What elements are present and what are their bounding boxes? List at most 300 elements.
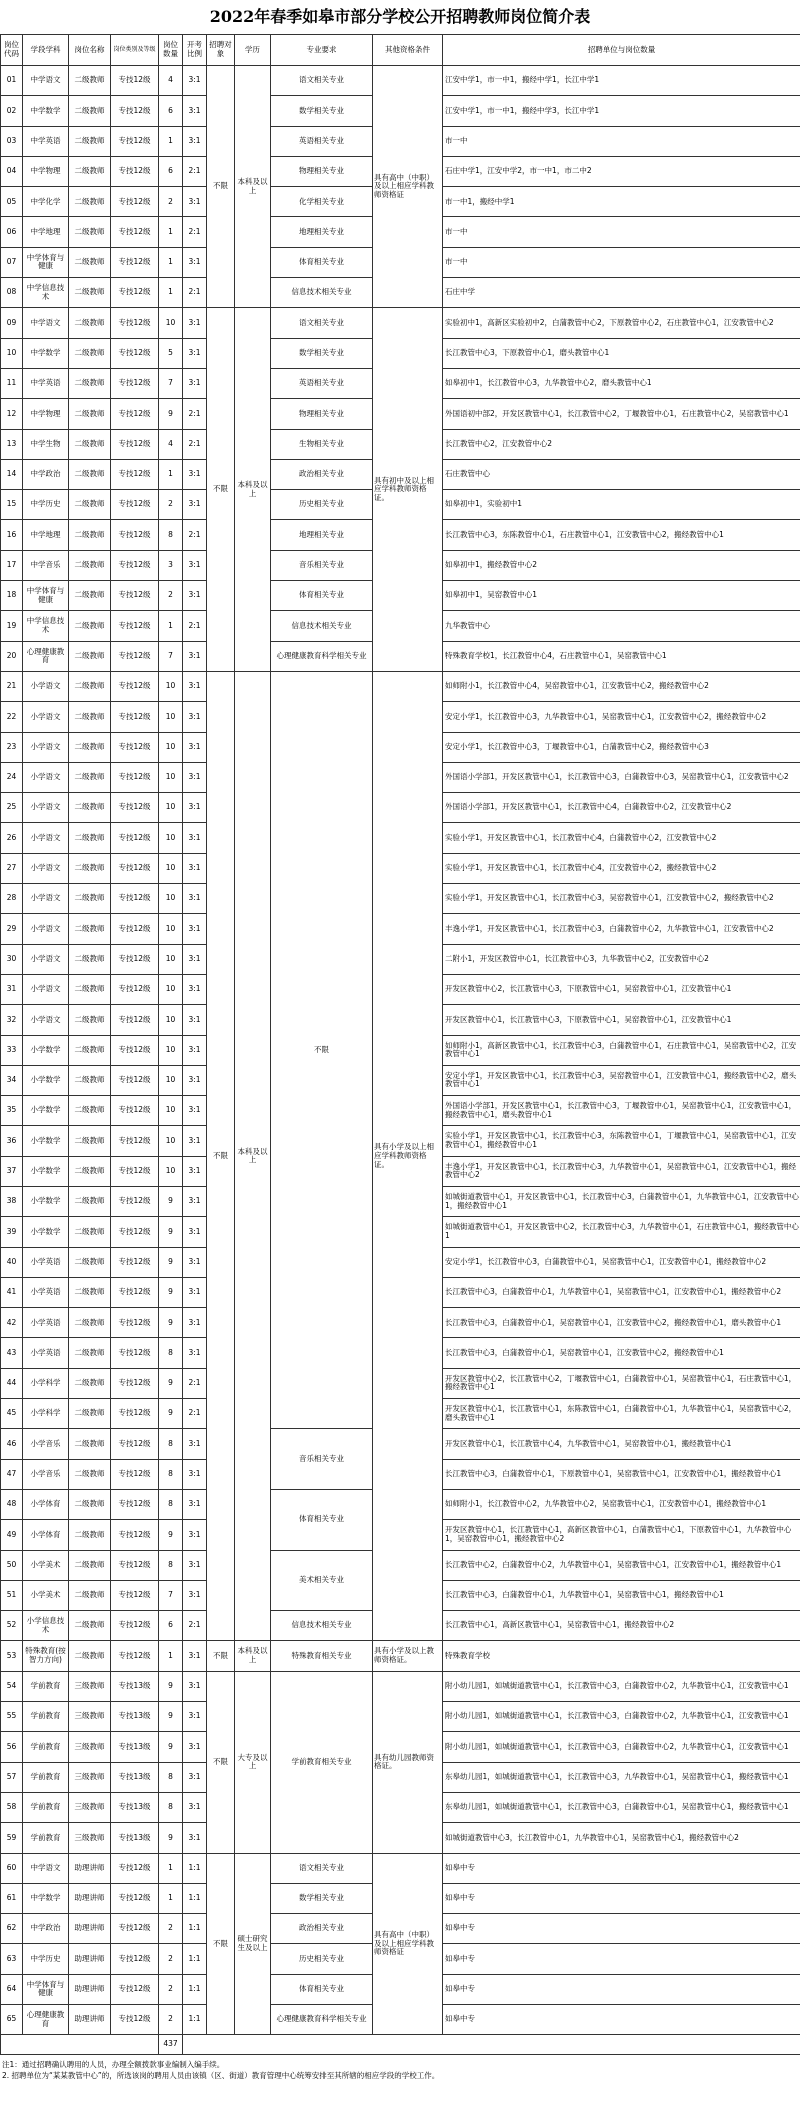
- position-grade-cell: 专技12级: [111, 126, 159, 156]
- exam-ratio-cell: 3:1: [183, 823, 207, 853]
- position-name-cell: 二级教师: [69, 914, 111, 944]
- position-count-cell: 1: [159, 1853, 183, 1883]
- table-row: [1, 671, 800, 701]
- units-cell: 实验小学1，开发区教管中心1，长江教管中心3，吴窑教管中心1，江安教管中心2，搬经教管中心2: [443, 884, 800, 914]
- position-grade-cell: 专技12级: [111, 1277, 159, 1307]
- qualification-cell: 具有高中（中职）及以上相应学科教师资格证: [373, 66, 443, 308]
- exam-ratio-cell: 3:1: [183, 914, 207, 944]
- position-count-cell: 6: [159, 156, 183, 186]
- position-name-cell: 二级教师: [69, 1156, 111, 1186]
- units-cell: 如师附小1，长江教管中心4，吴窑教管中心1，江安教管中心2，搬经教管中心2: [443, 671, 800, 701]
- units-cell: 实验小学1，开发区教管中心1，长江教管中心4，白蒲教管中心2，江安教管中心2: [443, 823, 800, 853]
- subject-cell: 小学英语: [23, 1247, 69, 1277]
- position-count-cell: 8: [159, 1338, 183, 1368]
- position-count-cell: 9: [159, 1520, 183, 1550]
- position-grade-cell: 专技12级: [111, 823, 159, 853]
- position-code-cell: 18: [1, 581, 23, 611]
- units-cell: 石庄中学: [443, 278, 800, 308]
- recruit-target-cell: 不限: [207, 671, 235, 1641]
- units-cell: 石庄中学1，江安中学2，市一中1，市二中2: [443, 156, 800, 186]
- position-name-cell: 二级教师: [69, 247, 111, 277]
- major-requirement-cell: 语文相关专业: [271, 1853, 373, 1883]
- position-name-cell: 三级教师: [69, 1671, 111, 1701]
- position-name-cell: 二级教师: [69, 793, 111, 823]
- position-name-cell: 二级教师: [69, 429, 111, 459]
- position-name-cell: 二级教师: [69, 974, 111, 1004]
- position-name-cell: 二级教师: [69, 581, 111, 611]
- position-name-cell: 助理讲师: [69, 2005, 111, 2035]
- position-grade-cell: 专技12级: [111, 1126, 159, 1156]
- exam-ratio-cell: 3:1: [183, 308, 207, 338]
- recruit-target-cell: 不限: [207, 1641, 235, 1671]
- major-requirement-cell: 体育相关专业: [271, 1974, 373, 2004]
- position-code-cell: 59: [1, 1823, 23, 1853]
- units-cell: 石庄教管中心: [443, 459, 800, 489]
- position-code-cell: 17: [1, 550, 23, 580]
- position-code-cell: 11: [1, 368, 23, 398]
- position-code-cell: 34: [1, 1065, 23, 1095]
- position-name-cell: 二级教师: [69, 338, 111, 368]
- header-cell: 招聘对象: [207, 35, 235, 66]
- position-name-cell: 三级教师: [69, 1823, 111, 1853]
- units-cell: 长江教管中心3，下原教管中心1，磨头教管中心1: [443, 338, 800, 368]
- exam-ratio-cell: 2:1: [183, 1399, 207, 1429]
- exam-ratio-cell: 3:1: [183, 671, 207, 701]
- position-name-cell: 二级教师: [69, 762, 111, 792]
- position-code-cell: 29: [1, 914, 23, 944]
- position-grade-cell: 专技12级: [111, 1429, 159, 1459]
- position-name-cell: 三级教师: [69, 1732, 111, 1762]
- exam-ratio-cell: 3:1: [183, 884, 207, 914]
- position-count-cell: 10: [159, 1065, 183, 1095]
- position-count-cell: 9: [159, 1247, 183, 1277]
- subject-cell: 中学地理: [23, 520, 69, 550]
- units-cell: 东皋幼儿园1，如城街道教管中心1，长江教管中心3，白蒲教管中心1，吴窑教管中心1，搬经教管中心1: [443, 1792, 800, 1822]
- position-grade-cell: 专技12级: [111, 611, 159, 641]
- position-count-cell: 8: [159, 1459, 183, 1489]
- subject-cell: 特殊教育(按智力方向): [23, 1641, 69, 1671]
- header-cell: 学历: [235, 35, 271, 66]
- position-code-cell: 52: [1, 1611, 23, 1641]
- position-count-cell: 4: [159, 429, 183, 459]
- header-cell: 学段学科: [23, 35, 69, 66]
- units-cell: 长江教管中心3，东陈教管中心1，石庄教管中心1，江安教管中心2，搬经教管中心1: [443, 520, 800, 550]
- position-code-cell: 06: [1, 217, 23, 247]
- subject-cell: 小学数学: [23, 1096, 69, 1126]
- units-cell: 安定小学1，开发区教管中心1，长江教管中心3，吴窑教管中心1，江安教管中心1，搬经教管中心2，磨头教管中心1: [443, 1065, 800, 1095]
- major-requirement-cell: 历史相关专业: [271, 490, 373, 520]
- units-cell: 开发区教管中心2，长江教管中心3，下原教管中心1，吴窑教管中心1，江安教管中心1: [443, 974, 800, 1004]
- position-code-cell: 27: [1, 853, 23, 883]
- note-1: 注1：通过招聘确认聘用的人员，办理全额拨款事业编制入编手续。: [2, 2060, 225, 2070]
- units-cell: 实验小学1，开发区教管中心1，长江教管中心4，江安教管中心2，搬经教管中心2: [443, 853, 800, 883]
- exam-ratio-cell: 3:1: [183, 368, 207, 398]
- exam-ratio-cell: 3:1: [183, 1792, 207, 1822]
- position-code-cell: 58: [1, 1792, 23, 1822]
- subject-cell: 中学语文: [23, 66, 69, 96]
- position-count-cell: 9: [159, 1732, 183, 1762]
- table-body: [1, 66, 800, 2035]
- exam-ratio-cell: 3:1: [183, 1156, 207, 1186]
- position-count-cell: 1: [159, 459, 183, 489]
- position-code-cell: 31: [1, 974, 23, 1004]
- major-requirement-cell: 数学相关专业: [271, 1883, 373, 1913]
- units-cell: 附小幼儿园1，如城街道教管中心1，长江教管中心3，白蒲教管中心2，九华教管中心1，江安教管中心1: [443, 1732, 800, 1762]
- position-code-cell: 43: [1, 1338, 23, 1368]
- position-name-cell: 二级教师: [69, 1641, 111, 1671]
- position-name-cell: 二级教师: [69, 1338, 111, 1368]
- subject-cell: 心理健康教育: [23, 641, 69, 671]
- position-name-cell: 二级教师: [69, 399, 111, 429]
- position-grade-cell: 专技12级: [111, 247, 159, 277]
- header-cell: 开考比例: [183, 35, 207, 66]
- position-code-cell: 61: [1, 1883, 23, 1913]
- position-code-cell: 12: [1, 399, 23, 429]
- position-grade-cell: 专技12级: [111, 641, 159, 671]
- exam-ratio-cell: 2:1: [183, 156, 207, 186]
- position-name-cell: 助理讲师: [69, 1853, 111, 1883]
- exam-ratio-cell: 3:1: [183, 66, 207, 96]
- exam-ratio-cell: 3:1: [183, 1308, 207, 1338]
- table-row: [1, 1853, 800, 1883]
- position-code-cell: 05: [1, 187, 23, 217]
- position-name-cell: 助理讲师: [69, 1883, 111, 1913]
- exam-ratio-cell: 3:1: [183, 1671, 207, 1701]
- position-count-cell: 10: [159, 732, 183, 762]
- subject-cell: 小学美术: [23, 1550, 69, 1580]
- units-cell: 开发区教管中心1，长江教管中心1，高新区教管中心1，白蒲教管中心1，下原教管中心1，九华教管中心1，吴窑教管中心1，搬经教管中心2: [443, 1520, 800, 1550]
- units-cell: 如师附小1，高新区教管中心1，长江教管中心3，白蒲教管中心1，石庄教管中心1，吴窑教管中心2，江安教管中心1: [443, 1035, 800, 1065]
- major-requirement-cell: 音乐相关专业: [271, 1429, 373, 1490]
- exam-ratio-cell: 3:1: [183, 853, 207, 883]
- position-code-cell: 30: [1, 944, 23, 974]
- position-name-cell: 二级教师: [69, 490, 111, 520]
- position-grade-cell: 专技12级: [111, 1035, 159, 1065]
- units-cell: 如皋中专: [443, 2005, 800, 2035]
- exam-ratio-cell: 3:1: [183, 762, 207, 792]
- major-requirement-cell: 信息技术相关专业: [271, 1611, 373, 1641]
- units-cell: 如皋初中1，实验初中1: [443, 490, 800, 520]
- position-name-cell: 助理讲师: [69, 1914, 111, 1944]
- position-grade-cell: 专技12级: [111, 1005, 159, 1035]
- position-name-cell: 二级教师: [69, 884, 111, 914]
- units-cell: 江安中学1，市一中1，搬经中学1，长江中学1: [443, 66, 800, 96]
- position-name-cell: 二级教师: [69, 1065, 111, 1095]
- position-grade-cell: 专技12级: [111, 1883, 159, 1913]
- subject-cell: 小学科学: [23, 1368, 69, 1398]
- units-cell: 开发区教管中心1，长江教管中心3，下原教管中心1，吴窑教管中心1，江安教管中心1: [443, 1005, 800, 1035]
- position-code-cell: 65: [1, 2005, 23, 2035]
- position-code-cell: 39: [1, 1217, 23, 1247]
- position-code-cell: 32: [1, 1005, 23, 1035]
- exam-ratio-cell: 2:1: [183, 520, 207, 550]
- units-cell: 附小幼儿园1，如城街道教管中心1，长江教管中心3，白蒲教管中心2，九华教管中心1，江安教管中心1: [443, 1671, 800, 1701]
- subject-cell: 中学生物: [23, 429, 69, 459]
- subject-cell: 小学音乐: [23, 1429, 69, 1459]
- position-count-cell: 10: [159, 1035, 183, 1065]
- qualification-cell: 具有小学及以上教师资格证。: [373, 1641, 443, 1671]
- position-grade-cell: 专技12级: [111, 1580, 159, 1610]
- qualification-cell: 具有小学及以上相应学科教师资格证。: [373, 671, 443, 1641]
- exam-ratio-cell: 2:1: [183, 278, 207, 308]
- position-grade-cell: 专技12级: [111, 853, 159, 883]
- position-count-cell: 10: [159, 884, 183, 914]
- position-grade-cell: 专技12级: [111, 368, 159, 398]
- exam-ratio-cell: 2:1: [183, 429, 207, 459]
- major-requirement-cell: 生物相关专业: [271, 429, 373, 459]
- position-count-cell: 10: [159, 1126, 183, 1156]
- position-code-cell: 35: [1, 1096, 23, 1126]
- position-grade-cell: 专技12级: [111, 1368, 159, 1398]
- exam-ratio-cell: 2:1: [183, 1611, 207, 1641]
- subject-cell: 小学英语: [23, 1338, 69, 1368]
- subject-cell: 小学语文: [23, 702, 69, 732]
- exam-ratio-cell: 3:1: [183, 1035, 207, 1065]
- page-title: 2022年春季如皋市部分学校公开招聘教师岗位简介表: [209, 7, 591, 26]
- subject-cell: 小学信息技术: [23, 1611, 69, 1641]
- exam-ratio-cell: 1:1: [183, 1853, 207, 1883]
- position-count-cell: 1: [159, 1641, 183, 1671]
- exam-ratio-cell: 3:1: [183, 1429, 207, 1459]
- position-name-cell: 二级教师: [69, 126, 111, 156]
- subject-cell: 小学数学: [23, 1156, 69, 1186]
- units-cell: 长江教管中心1，高新区教管中心1，吴窑教管中心1，搬经教管中心2: [443, 1611, 800, 1641]
- subject-cell: 小学数学: [23, 1186, 69, 1216]
- position-count-cell: 4: [159, 66, 183, 96]
- position-code-cell: 22: [1, 702, 23, 732]
- major-requirement-cell: 体育相关专业: [271, 581, 373, 611]
- major-requirement-cell: 政治相关专业: [271, 1914, 373, 1944]
- major-requirement-cell: 心理健康教育科学相关专业: [271, 2005, 373, 2035]
- position-name-cell: 二级教师: [69, 1489, 111, 1519]
- units-cell: 安定小学1，长江教管中心3，九华教管中心1，吴窑教管中心1，江安教管中心2，搬经教管中心2: [443, 702, 800, 732]
- exam-ratio-cell: 3:1: [183, 1732, 207, 1762]
- position-name-cell: 二级教师: [69, 308, 111, 338]
- major-requirement-cell: 信息技术相关专业: [271, 278, 373, 308]
- total-blank: [183, 2035, 800, 2055]
- units-cell: 实验初中1，高新区实验初中2，白蒲教管中心2，下原教管中心2，石庄教管中心1，江安教管中心2: [443, 308, 800, 338]
- position-code-cell: 60: [1, 1853, 23, 1883]
- position-name-cell: 二级教师: [69, 1186, 111, 1216]
- exam-ratio-cell: 3:1: [183, 1489, 207, 1519]
- exam-ratio-cell: 3:1: [183, 1186, 207, 1216]
- units-cell: 长江教管中心3，白蒲教管中心1，九华教管中心1，吴窑教管中心1，江安教管中心1，搬经教管中心2: [443, 1277, 800, 1307]
- note-2: 2. 招聘单位为“某某教管中心”的，所选该岗的聘用人员由该镇（区、街道）教育管理中心统筹安排至其所辖的相应学段的学校工作。: [2, 2071, 440, 2081]
- position-count-cell: 9: [159, 1671, 183, 1701]
- units-cell: 如师附小1，长江教管中心2，九华教管中心2，吴窑教管中心1，江安教管中心1，搬经教管中心1: [443, 1489, 800, 1519]
- education-cell: 硕士研究生及以上: [235, 1853, 271, 2035]
- subject-cell: 小学语文: [23, 671, 69, 701]
- header-cell: 岗位代码: [1, 35, 23, 66]
- exam-ratio-cell: 3:1: [183, 1217, 207, 1247]
- units-cell: 市一中: [443, 247, 800, 277]
- position-grade-cell: 专技12级: [111, 1520, 159, 1550]
- subject-cell: 中学化学: [23, 187, 69, 217]
- position-code-cell: 49: [1, 1520, 23, 1550]
- education-cell: 大专及以上: [235, 1671, 271, 1853]
- exam-ratio-cell: 3:1: [183, 247, 207, 277]
- position-code-cell: 16: [1, 520, 23, 550]
- position-count-cell: 1: [159, 247, 183, 277]
- position-grade-cell: 专技12级: [111, 1550, 159, 1580]
- subject-cell: 中学历史: [23, 1944, 69, 1974]
- position-count-cell: 1: [159, 126, 183, 156]
- position-count-cell: 10: [159, 1156, 183, 1186]
- subject-cell: 中学地理: [23, 217, 69, 247]
- position-grade-cell: 专技12级: [111, 1217, 159, 1247]
- header-cell: 专业要求: [271, 35, 373, 66]
- units-cell: 东皋幼儿园1，如城街道教管中心1，长江教管中心3，九华教管中心1，吴窑教管中心1，搬经教管中心1: [443, 1762, 800, 1792]
- position-code-cell: 41: [1, 1277, 23, 1307]
- units-cell: 九华教管中心: [443, 611, 800, 641]
- position-code-cell: 09: [1, 308, 23, 338]
- header-cell: 其他资格条件: [373, 35, 443, 66]
- subject-cell: 小学数学: [23, 1065, 69, 1095]
- exam-ratio-cell: 3:1: [183, 187, 207, 217]
- position-grade-cell: 专技12级: [111, 762, 159, 792]
- position-grade-cell: 专技12级: [111, 581, 159, 611]
- qualification-cell: 具有幼儿园教师资格证。: [373, 1671, 443, 1853]
- position-count-cell: 9: [159, 1368, 183, 1398]
- position-code-cell: 14: [1, 459, 23, 489]
- header-cell: 岗位数量: [159, 35, 183, 66]
- exam-ratio-cell: 1:1: [183, 1883, 207, 1913]
- subject-cell: 学前教育: [23, 1792, 69, 1822]
- subject-cell: 中学政治: [23, 459, 69, 489]
- exam-ratio-cell: 3:1: [183, 1065, 207, 1095]
- subject-cell: 中学数学: [23, 1883, 69, 1913]
- exam-ratio-cell: 3:1: [183, 702, 207, 732]
- position-count-cell: 10: [159, 1005, 183, 1035]
- position-count-cell: 8: [159, 1429, 183, 1459]
- position-count-cell: 2: [159, 187, 183, 217]
- position-grade-cell: 专技12级: [111, 671, 159, 701]
- exam-ratio-cell: 2:1: [183, 611, 207, 641]
- education-cell: 本科及以上: [235, 66, 271, 308]
- subject-cell: 中学历史: [23, 490, 69, 520]
- exam-ratio-cell: 1:1: [183, 1944, 207, 1974]
- position-count-cell: 10: [159, 793, 183, 823]
- subject-cell: 中学信息技术: [23, 611, 69, 641]
- position-count-cell: 9: [159, 1399, 183, 1429]
- units-cell: 市一中: [443, 126, 800, 156]
- major-requirement-cell: 语文相关专业: [271, 66, 373, 96]
- subject-cell: 小学体育: [23, 1520, 69, 1550]
- position-name-cell: 二级教师: [69, 1520, 111, 1550]
- position-grade-cell: 专技13级: [111, 1762, 159, 1792]
- exam-ratio-cell: 3:1: [183, 1641, 207, 1671]
- position-count-cell: 9: [159, 1308, 183, 1338]
- exam-ratio-cell: 2:1: [183, 217, 207, 247]
- position-count-cell: 10: [159, 914, 183, 944]
- position-count-cell: 5: [159, 338, 183, 368]
- position-count-cell: 2: [159, 2005, 183, 2035]
- position-code-cell: 36: [1, 1126, 23, 1156]
- position-code-cell: 44: [1, 1368, 23, 1398]
- position-name-cell: 二级教师: [69, 1308, 111, 1338]
- major-requirement-cell: 心理健康教育科学相关专业: [271, 641, 373, 671]
- position-count-cell: 9: [159, 1277, 183, 1307]
- subject-cell: 小学科学: [23, 1399, 69, 1429]
- position-count-cell: 7: [159, 368, 183, 398]
- subject-cell: 小学语文: [23, 793, 69, 823]
- position-grade-cell: 专技12级: [111, 1944, 159, 1974]
- recruit-target-cell: 不限: [207, 66, 235, 308]
- subject-cell: 小学语文: [23, 823, 69, 853]
- position-grade-cell: 专技13级: [111, 1792, 159, 1822]
- subject-cell: 学前教育: [23, 1732, 69, 1762]
- position-count-cell: 8: [159, 1550, 183, 1580]
- position-code-cell: 15: [1, 490, 23, 520]
- position-count-cell: 9: [159, 1823, 183, 1853]
- exam-ratio-cell: 3:1: [183, 459, 207, 489]
- position-grade-cell: 专技12级: [111, 429, 159, 459]
- units-cell: 开发区教管中心1，长江教管中心4，九华教管中心1，吴窑教管中心1，搬经教管中心1: [443, 1429, 800, 1459]
- exam-ratio-cell: 3:1: [183, 1520, 207, 1550]
- units-cell: 特殊教育学校1，长江教管中心4，石庄教管中心1，吴窑教管中心1: [443, 641, 800, 671]
- subject-cell: 小学体育: [23, 1489, 69, 1519]
- position-count-cell: 10: [159, 308, 183, 338]
- subject-cell: 小学语文: [23, 853, 69, 883]
- position-code-cell: 21: [1, 671, 23, 701]
- position-count-cell: 8: [159, 1792, 183, 1822]
- subject-cell: 小学数学: [23, 1217, 69, 1247]
- position-name-cell: 二级教师: [69, 1580, 111, 1610]
- units-cell: 如城街道教管中心3，长江教管中心1，九华教管中心1，吴窑教管中心1，搬经教管中心2: [443, 1823, 800, 1853]
- position-code-cell: 57: [1, 1762, 23, 1792]
- qualification-cell: 具有高中（中职）及以上相应学科教师资格证: [373, 1853, 443, 2035]
- exam-ratio-cell: 3:1: [183, 581, 207, 611]
- position-grade-cell: 专技12级: [111, 1186, 159, 1216]
- position-grade-cell: 专技13级: [111, 1823, 159, 1853]
- position-name-cell: 二级教师: [69, 1429, 111, 1459]
- units-cell: 长江教管中心3，白蒲教管中心1，下原教管中心1，吴窑教管中心1，江安教管中心1，搬经教管中心1: [443, 1459, 800, 1489]
- units-cell: 如皋中专: [443, 1974, 800, 2004]
- subject-cell: 中学体育与健康: [23, 581, 69, 611]
- position-name-cell: 二级教师: [69, 550, 111, 580]
- position-count-cell: 8: [159, 1762, 183, 1792]
- exam-ratio-cell: 3:1: [183, 1247, 207, 1277]
- total-empty: [1, 2035, 159, 2055]
- exam-ratio-cell: 3:1: [183, 1762, 207, 1792]
- position-grade-cell: 专技12级: [111, 96, 159, 126]
- major-requirement-cell: 数学相关专业: [271, 96, 373, 126]
- position-count-cell: 10: [159, 853, 183, 883]
- position-count-cell: 7: [159, 641, 183, 671]
- units-cell: 如皋中专: [443, 1914, 800, 1944]
- position-name-cell: 二级教师: [69, 1611, 111, 1641]
- position-code-cell: 46: [1, 1429, 23, 1459]
- position-code-cell: 03: [1, 126, 23, 156]
- position-count-cell: 9: [159, 1702, 183, 1732]
- position-grade-cell: 专技12级: [111, 550, 159, 580]
- exam-ratio-cell: 3:1: [183, 1823, 207, 1853]
- position-name-cell: 二级教师: [69, 368, 111, 398]
- education-cell: 本科及以上: [235, 671, 271, 1641]
- subject-cell: 中学语文: [23, 308, 69, 338]
- position-code-cell: 33: [1, 1035, 23, 1065]
- subject-cell: 小学语文: [23, 762, 69, 792]
- position-name-cell: 二级教师: [69, 732, 111, 762]
- units-cell: 安定小学1，长江教管中心3，丁堰教管中心1，白蒲教管中心2，搬经教管中心3: [443, 732, 800, 762]
- position-code-cell: 56: [1, 1732, 23, 1762]
- position-grade-cell: 专技12级: [111, 1974, 159, 2004]
- position-name-cell: 二级教师: [69, 156, 111, 186]
- header-cell: 岗位名称: [69, 35, 111, 66]
- major-requirement-cell: 语文相关专业: [271, 308, 373, 338]
- subject-cell: 学前教育: [23, 1823, 69, 1853]
- subject-cell: 中学体育与健康: [23, 247, 69, 277]
